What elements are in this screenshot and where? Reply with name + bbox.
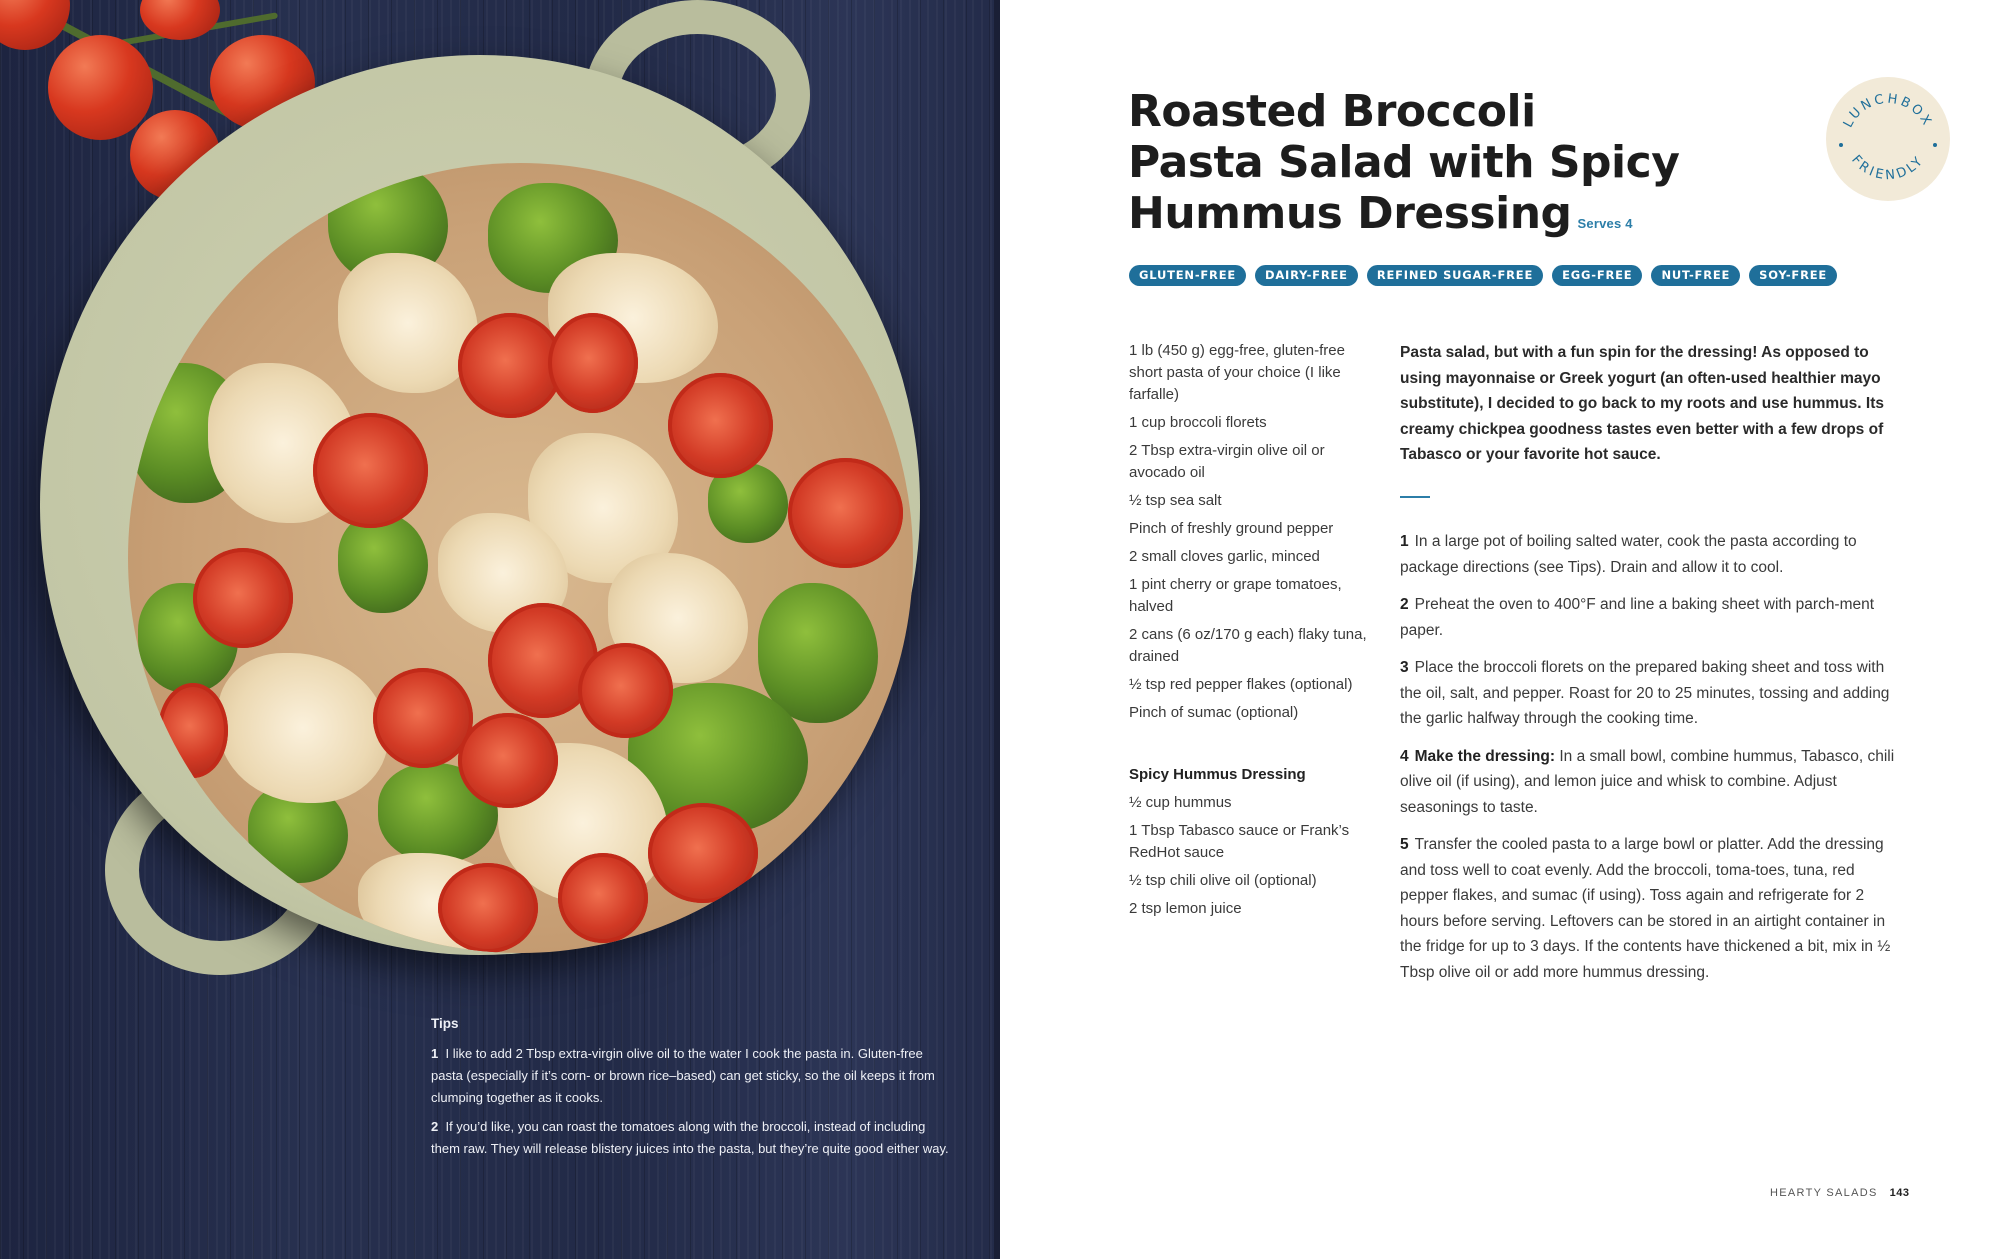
step-number: 5 <box>1400 836 1409 853</box>
badge-text-ring <box>1826 77 1950 201</box>
method-steps <box>1400 529 1905 997</box>
ingredient-item: Pinch of sumac (optional) <box>1129 704 1299 721</box>
farfalle <box>338 253 478 393</box>
tag-nut-free: NUT-FREE <box>1651 265 1740 286</box>
dressing-ingredient: 1 Tbsp Tabasco sauce or Frank’s RedHot sauce <box>1129 822 1350 861</box>
tomato-half <box>158 683 228 778</box>
tag-refined-sugar-free: REFINED SUGAR-FREE <box>1367 265 1543 286</box>
cherry-tomato <box>48 35 153 140</box>
tomato-half <box>788 458 903 568</box>
step <box>1400 744 1905 821</box>
tomato-half <box>648 803 758 903</box>
dressing-ingredient: ½ cup hummus <box>1129 794 1232 811</box>
tomato-half <box>558 853 648 943</box>
badge-top-text: LUNCHBOX <box>1840 91 1936 131</box>
ingredient-item: 1 pint cherry or grape tomatoes, halved <box>1129 576 1342 615</box>
step-lead: Make the dressing: <box>1414 747 1556 765</box>
ingredients-list <box>1129 340 1369 926</box>
ingredient-item: 1 cup broccoli florets <box>1129 414 1267 431</box>
tips-title: Tips <box>431 1016 459 1031</box>
step-number: 4 <box>1400 747 1409 765</box>
serves-count: Serves 4 <box>1577 216 1633 231</box>
tomato-half <box>193 548 293 648</box>
tip-number: 2 <box>431 1119 439 1134</box>
tip-item <box>431 1116 951 1160</box>
tomato-half <box>313 413 428 528</box>
title-line: Roasted Broccoli <box>1128 86 1536 137</box>
step-number: 1 <box>1400 533 1409 550</box>
step <box>1400 592 1905 643</box>
tomato-half <box>458 713 558 808</box>
page-footer <box>1770 1187 1909 1199</box>
tag-dairy-free: DAIRY-FREE <box>1255 265 1358 286</box>
ingredient-item: 2 Tbsp extra-virgin olive oil or avocado oil <box>1129 442 1325 481</box>
serving-bowl <box>40 55 920 955</box>
dressing-ingredient: ½ tsp chili olive oil (optional) <box>1129 872 1317 889</box>
title-line: Pasta Salad with Spicy <box>1128 137 1680 188</box>
page-number: 143 <box>1889 1187 1910 1199</box>
title-line: Hummus Dressing <box>1128 188 1572 239</box>
step-number: 3 <box>1400 659 1409 676</box>
tomato-half <box>668 373 773 478</box>
svg-text:LUNCHBOX <box>1841 92 1935 131</box>
page-gutter <box>994 0 1000 1259</box>
badge-dot <box>1839 143 1843 147</box>
badge-dot <box>1933 143 1937 147</box>
tip-text: I like to add 2 Tbsp extra-virgin olive oil to the water I cook the pasta in. Gluten-free pasta (especially if it’s corn- or brown rice–based) can get sticky, so the oil keeps it from clumping together as it cooks. <box>431 1046 935 1105</box>
svg-text:FRIENDLY <box>1848 153 1927 184</box>
ingredient-item: ½ tsp sea salt <box>1129 492 1222 509</box>
step-text: In a small bowl, combine hummus, Tabasco, chili olive oil (if using), and lemon juice and whisk to combine. Adjust seasonings to taste. <box>1400 747 1895 816</box>
tomato-half <box>578 643 673 738</box>
dressing-ingredient: 2 tsp lemon juice <box>1129 900 1242 917</box>
tip-text: If you’d like, you can roast the tomatoes along with the broccoli, instead of including them raw. They will release blistery juices into the pasta, but they’re quite good either way. <box>431 1119 949 1156</box>
tag-soy-free: SOY-FREE <box>1749 265 1837 286</box>
step-text: Transfer the cooled pasta to a large bowl or platter. Add the dressing and toss well to coat evenly. Add the broccoli, toma-toes, tuna, red pepper flakes, and sumac (if using). Toss again and refrigerate for 2 hours before serving. Leftovers can be stored in an airtight container in the fridge for up to 3 days. If the contents have thickened a bit, mix in ½ Tbsp olive oil or add more hummus dressing. <box>1400 836 1891 981</box>
ingredient-item: Pinch of freshly ground pepper <box>1129 520 1334 537</box>
dietary-tags <box>1129 265 1837 286</box>
step-text: Preheat the oven to 400°F and line a baking sheet with parch-ment paper. <box>1400 596 1875 639</box>
cherry-tomato <box>0 0 70 50</box>
title-line-last <box>1128 188 1728 249</box>
section-name: HEARTY SALADS <box>1770 1187 1878 1199</box>
tip-item <box>431 1043 951 1109</box>
tomato-half <box>438 863 538 953</box>
step <box>1400 655 1905 732</box>
broccoli <box>338 513 428 613</box>
recipe-title <box>1128 86 1728 249</box>
tips-section <box>431 1013 951 1167</box>
badge-bottom-text: FRIENDLY <box>1848 152 1928 184</box>
ingredient-item: 1 lb (450 g) egg-free, gluten-free short pasta of your choice (I like farfalle) <box>1129 342 1345 403</box>
tag-egg-free: EGG-FREE <box>1552 265 1642 286</box>
lunchbox-friendly-badge <box>1826 77 1950 201</box>
tip-number: 1 <box>431 1046 439 1061</box>
ingredient-item: 2 small cloves garlic, minced <box>1129 548 1320 565</box>
tomato-half <box>548 313 638 413</box>
tag-gluten-free: GLUTEN-FREE <box>1129 265 1246 286</box>
step-text: Place the broccoli florets on the prepared baking sheet and toss with the oil, salt, and pepper. Roast for 20 to 25 minutes, tossing and adding the garlic halfway through the cooking time. <box>1400 659 1890 727</box>
pasta-salad <box>128 163 913 953</box>
step <box>1400 529 1905 580</box>
dressing-title: Spicy Hummus Dressing <box>1129 766 1306 783</box>
ingredient-item: 2 cans (6 oz/170 g each) flaky tuna, drained <box>1129 626 1367 665</box>
section-divider <box>1400 496 1430 498</box>
farfalle <box>218 653 388 803</box>
recipe-intro: Pasta salad, but with a fun spin for the dressing! As opposed to using mayonnaise or Greek yogurt (an often-used healthier mayo substitute), I decided to go back to my roots and use hummus. Its creamy chickpea goodness tastes even better with a few drops of Tabasco or your favorite hot sauce. <box>1400 344 1885 463</box>
ingredient-item: ½ tsp red pepper flakes (optional) <box>1129 676 1353 693</box>
step-text: In a large pot of boiling salted water, cook the pasta according to package directions (see Tips). Drain and allow it to cool. <box>1400 533 1857 576</box>
step <box>1400 832 1905 985</box>
step-number: 2 <box>1400 596 1409 613</box>
